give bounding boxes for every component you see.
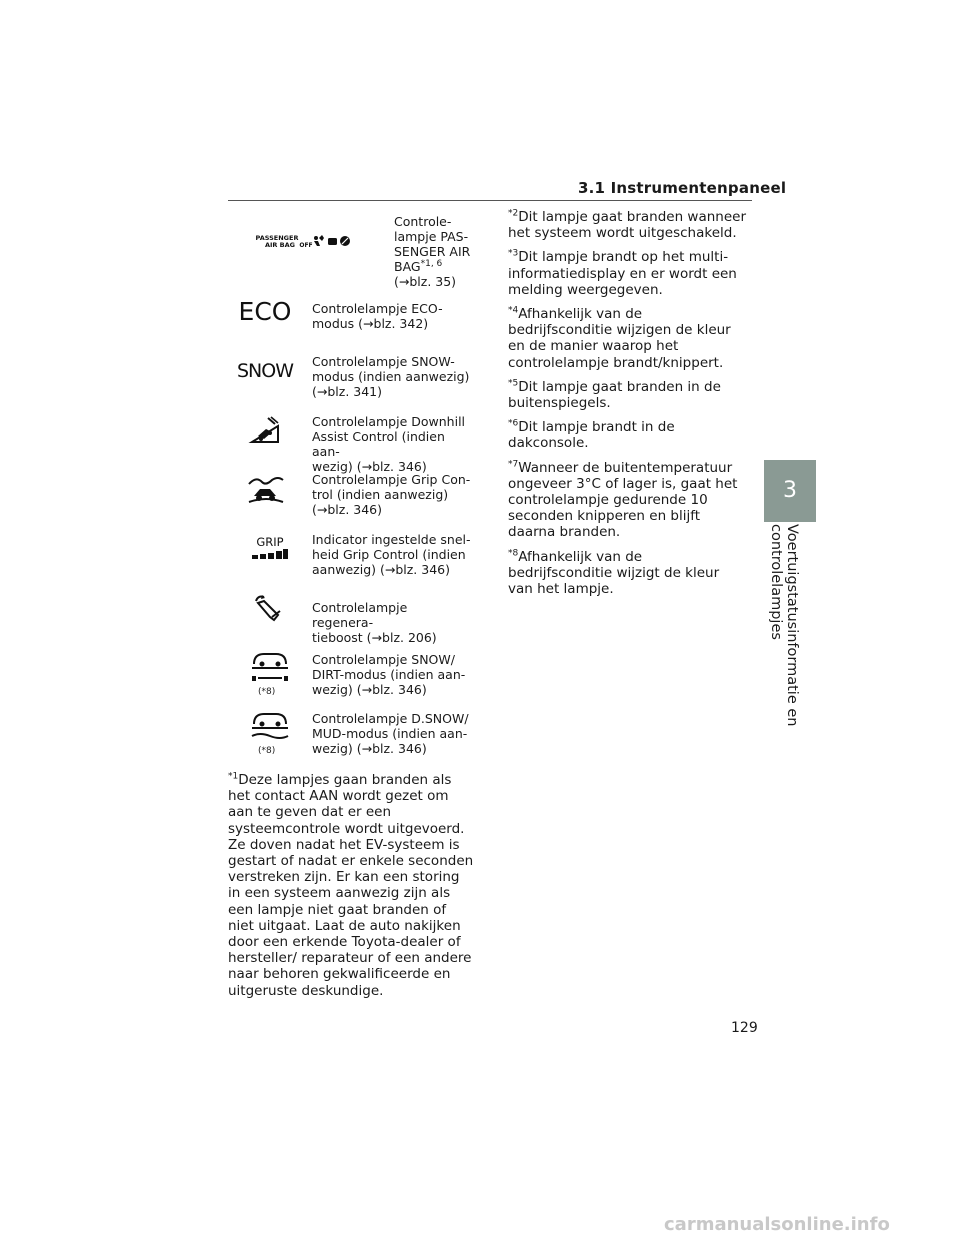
footnote-5-text: Dit lampje gaat branden in de buitenspiegels.: [508, 378, 721, 412]
airbag-label-off: OFF: [299, 242, 313, 249]
footnote-1-mark: *1: [228, 771, 239, 782]
snow-icon: [237, 356, 294, 386]
grip-speed-bars-icon: [252, 549, 288, 559]
watermark: carmanualsonline.info: [664, 1214, 890, 1235]
dsnow-mud-description: Controlelampje D.SNOW/ MUD-modus (indien aan- wezig) (→blz. 346): [312, 711, 469, 756]
footnote-1: [228, 772, 474, 999]
passenger-airbag-off-icon: [255, 232, 352, 252]
chapter-title: Voertuigstatusinformatie en controlelampjes: [768, 524, 800, 727]
regen-description: Controlelampje regenera- tieboost (→blz. 206): [312, 600, 437, 645]
snow-icon-label: SNOW: [237, 360, 294, 382]
section-header: 3.1 Instrumentenpaneel: [578, 179, 787, 197]
footnote-5-mark: *5: [508, 378, 519, 389]
airbag-desc-ref: (→blz. 35): [394, 274, 457, 289]
footnote-7-text: Wanneer de buitentemperatuur ongeveer 3°C of lager is, gaat het controlelampje gedurende 10 seconden knipperen en blijft daarna branden.: [508, 459, 738, 541]
footnote-6: [508, 419, 748, 451]
regeneration-boost-icon: [250, 593, 286, 623]
grip-speed-indicator-icon: [250, 534, 290, 560]
snow-dirt-description: Controlelampje SNOW/ DIRT-modus (indien aan- wezig) (→blz. 346): [312, 652, 466, 697]
footnote-5: [508, 379, 748, 411]
eco-icon: [240, 296, 290, 326]
footnote-4-text: Afhankelijk van de bedrijfsconditie wijzigen de kleur en de manier waarop het controlelampje brandt/knippert.: [508, 306, 731, 371]
footnote-7: [508, 460, 748, 541]
grip-speed-description: Indicator ingestelde snel- heid Grip Control (indien aanwezig) (→blz. 346): [312, 532, 471, 577]
page-number: 129: [731, 1020, 758, 1036]
footnote-3: [508, 249, 748, 298]
footnote-8-text: Afhankelijk van de bedrijfsconditie wijzigt de kleur van het lampje.: [508, 548, 720, 598]
footnote-8-mark: *8: [508, 548, 519, 559]
downhill-description: Controlelampje Downhill Assist Control (indien aan- wezig) (→blz. 346): [312, 414, 466, 474]
airbag-label-airbag: AIR BAG: [264, 241, 296, 249]
airbag-label-passenger: PASSENGER: [255, 234, 299, 242]
airbag-desc-text: Controle- lampje PAS- SENGER AIR BAG: [394, 214, 471, 274]
footnotes-right: [508, 209, 748, 605]
footnote-3-text: Dit lampje brandt op het multi-informatiedisplay en er wordt een melding weergegeven.: [508, 249, 737, 298]
header-rule: [228, 200, 752, 201]
chapter-number: 3: [783, 478, 797, 503]
snow-description: Controlelampje SNOW- modus (indien aanwezig) (→blz. 341): [312, 354, 470, 399]
grip-control-icon: [246, 474, 286, 506]
footnotes-left: [228, 772, 474, 1007]
downhill-assist-icon: [248, 414, 282, 446]
eco-description: Controlelampje ECO- modus (→blz. 342): [312, 301, 443, 331]
footnote-8: [508, 549, 748, 598]
footnote-2: [508, 209, 748, 241]
chapter-tab: [764, 460, 816, 522]
footnote-2-mark: *2: [508, 208, 519, 219]
dsnow-mud-mode-icon: [250, 710, 290, 744]
snow-dirt-mode-icon: [250, 650, 290, 684]
footnote-3-mark: *3: [508, 248, 519, 259]
snow-dirt-note: (*8): [258, 687, 276, 697]
footnote-2-text: Dit lampje gaat branden wanneer het systeem wordt uitgeschakeld.: [508, 209, 747, 242]
dsnow-mud-note: (*8): [258, 746, 276, 756]
airbag-description: [394, 214, 474, 289]
airbag-desc-sup: *1, 6: [420, 258, 443, 269]
eco-icon-label: ECO: [238, 296, 292, 326]
footnote-7-mark: *7: [508, 459, 519, 470]
footnote-4-mark: *4: [508, 305, 519, 316]
grip-speed-label: GRIP: [256, 535, 284, 549]
footnote-4: [508, 306, 748, 371]
footnote-6-text: Dit lampje brandt in de dakconsole.: [508, 419, 675, 452]
grip-description: Controlelampje Grip Con- trol (indien aanwezig) (→blz. 346): [312, 472, 471, 517]
footnote-1-text: Deze lampjes gaan branden als het contact AAN wordt gezet om aan te geven dat er een systeemcontrole wordt uitgevoerd. Ze doven nadat het EV-systeem is gestart of nadat er enkele seconden verstreken zijn. Er kan een storing in een systeem aanwezig zijn als een lampje niet gaat branden of niet uitgaat. Laat de auto nakijken door een erkende Toyota-dealer of hersteller/ reparateur of een andere naar behoren gekwalificeerde en uitgeruste deskundige.: [228, 772, 474, 999]
footnote-6-mark: *6: [508, 418, 519, 429]
